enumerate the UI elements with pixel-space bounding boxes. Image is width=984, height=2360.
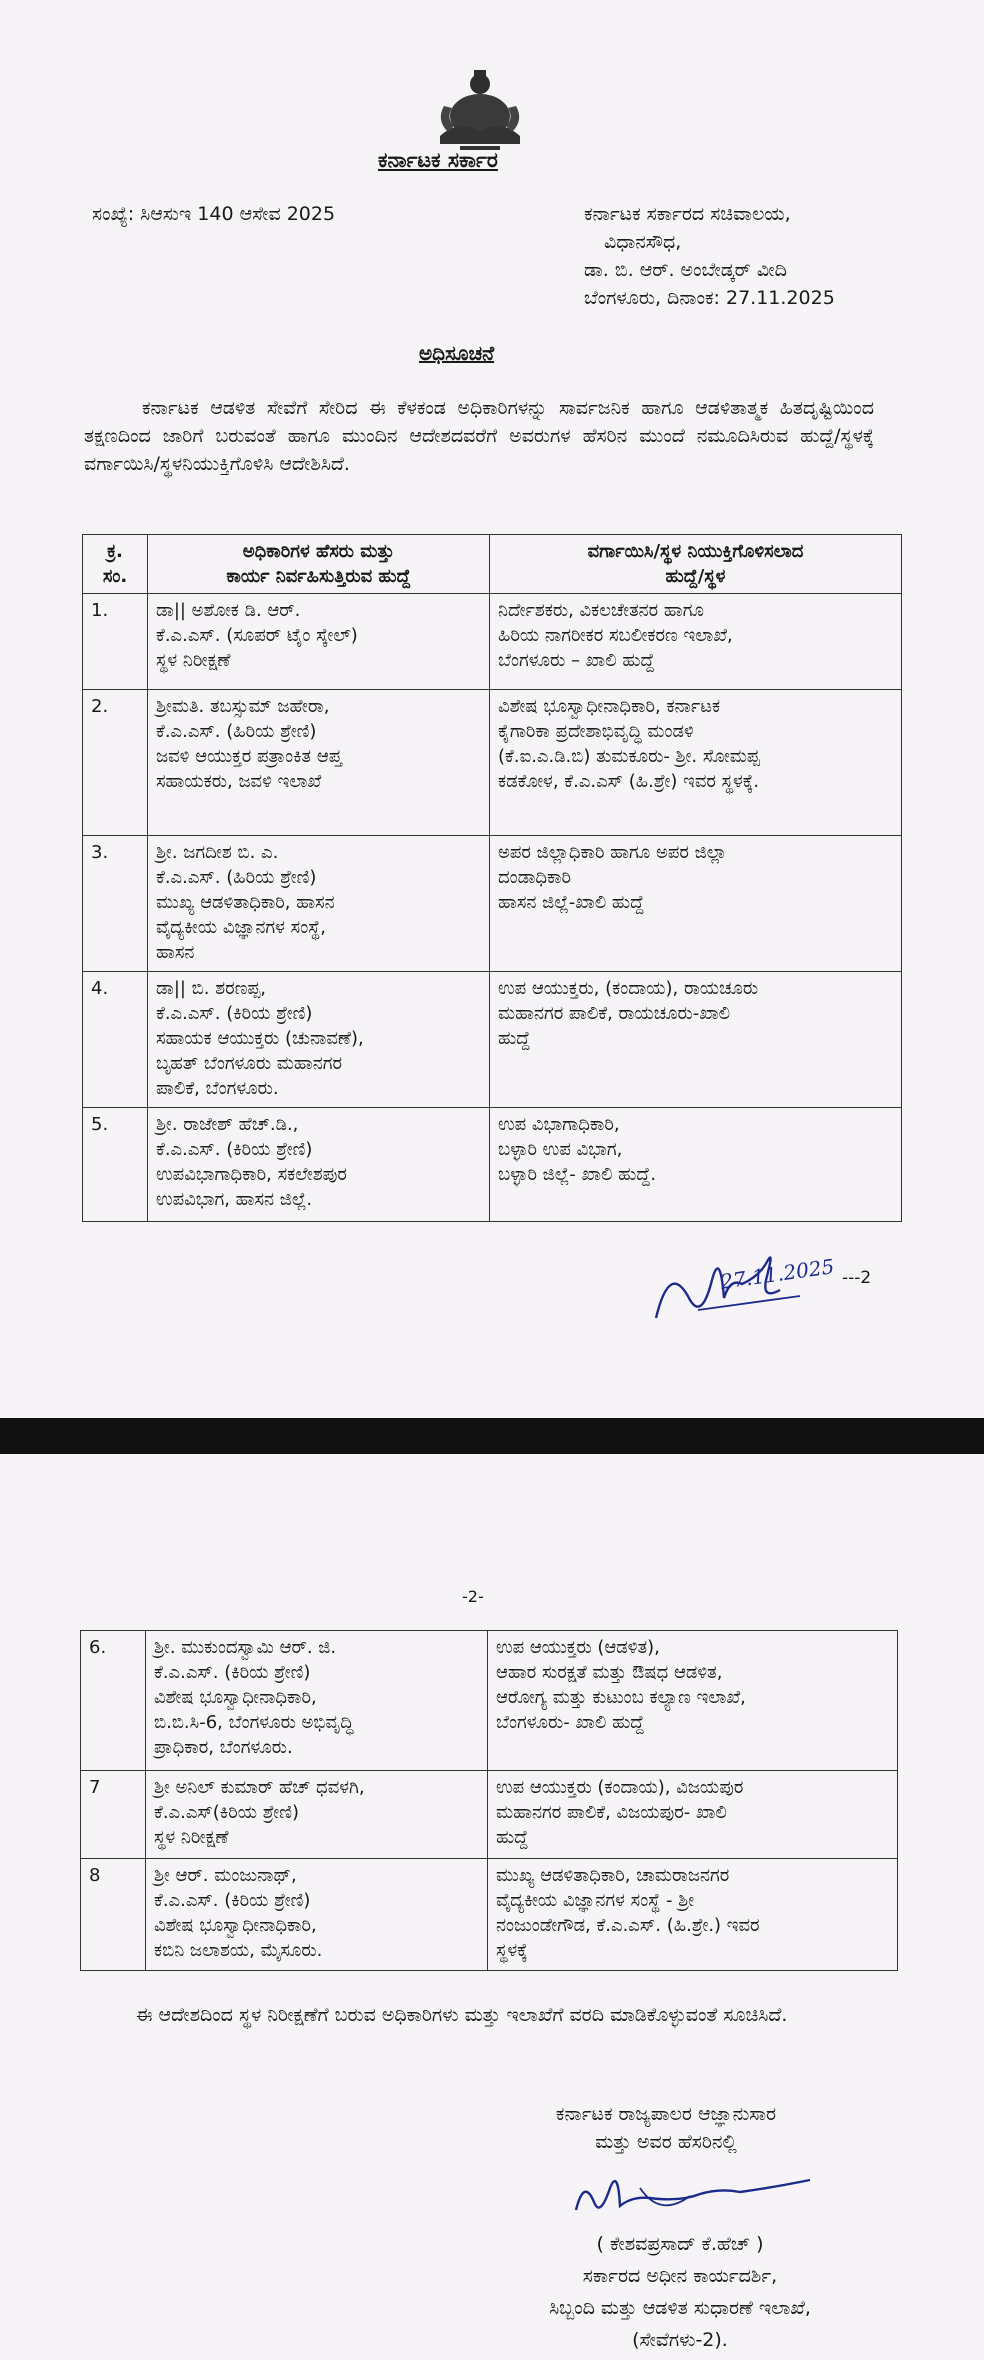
header-sl: ಕ್ರ. ಸಂ.	[83, 535, 148, 594]
order-by-block	[486, 2100, 846, 2156]
notification-heading: ಅಧಿಸೂಚನೆ	[419, 341, 495, 365]
closing-instruction: ಈ ಆದೇಶದಿಂದ ಸ್ಥಳ ನಿರೀಕ್ಷಣೆಗೆ ಬರುವ ಅಧಿಕಾರಿಗಳು ಮತ್ತು ಇಲಾಖೆಗೆ ವರದಿ ಮಾಡಿಕೊಳ್ಳುವಂತೆ ಸೂಚಿಸಿದೆ.	[136, 2004, 788, 2026]
officer-cell: ಶ್ರೀ. ರಾಜೇಶ್ ಹೆಚ್.ಡಿ., ಕೆ.ಎ.ಎಸ್. (ಕಿರಿಯ ಶ್ರೇಣಿ) ಉಪವಿಭಾಗಾಧಿಕಾರಿ, ಸಕಲೇಶಪುರ ಉಪವಿಭಾಗ, ಹಾಸನ ಜಿಲ್ಲೆ.	[148, 1108, 490, 1222]
officer-cell: ಶ್ರೀ. ಜಗದೀಶ ಬಿ. ಎ. ಕೆ.ಎ.ಎಸ್. (ಹಿರಿಯ ಶ್ರೇಣಿ) ಮುಖ್ಯ ಆಡಳಿತಾಧಿಕಾರಿ, ಹಾಸನ ವೈದ್ಯಕೀಯ ವಿಜ್ಞಾನಗಳ ಸಂಸ್ಥೆ, ಹಾಸನ	[148, 836, 490, 972]
officer-cell: ಶ್ರೀ. ಮುಕುಂದಸ್ವಾಮಿ ಆರ್. ಜಿ. ಕೆ.ಎ.ಎಸ್. (ಕಿರಿಯ ಶ್ರೇಣಿ) ವಿಶೇಷ ಭೂಸ್ವಾಧೀನಾಧಿಕಾರಿ, ಬಿ.ಬಿ.ಸಿ-6, ಬೆಂಗಳೂರು ಅಭಿವೃದ್ಧಿ ಪ್ರಾಧಿಕಾರ, ಬೆಂಗಳೂರು.	[146, 1631, 488, 1771]
page-break	[0, 1418, 984, 1454]
table-row	[81, 1771, 898, 1859]
row-number: 7	[81, 1771, 146, 1859]
signatory-name: ( ಕೇಶವಪ್ರಸಾದ್ ಕೆ.ಹೆಚ್ )	[596, 2233, 764, 2255]
officer-cell: ಶ್ರೀಮತಿ. ತಬಸ್ಸುಮ್ ಜಹೇರಾ, ಕೆ.ಎ.ಎಸ್. (ಹಿರಿಯ ಶ್ರೇಣಿ) ಜವಳಿ ಆಯುಕ್ತರ ಪತ್ರಾಂಕಿತ ಆಪ್ತ ಸಹಾಯಕರು, ಜವಳಿ ಇಲಾಖೆ	[148, 690, 490, 836]
officer-cell: ಡಾ|| ಬಿ. ಶರಣಪ್ಪ, ಕೆ.ಎ.ಎಸ್. (ಕಿರಿಯ ಶ್ರೇಣಿ) ಸಹಾಯಕ ಆಯುಕ್ತರು (ಚುನಾವಣೆ), ಬೃಹತ್ ಬೆಂಗಳೂರು ಮಹಾನಗರ ಪಾಲಿಕೆ, ಬೆಂಗಳೂರು.	[148, 972, 490, 1108]
row-number: 2.	[83, 690, 148, 836]
header-officer: ಅಧಿಕಾರಿಗಳ ಹೆಸರು ಮತ್ತು ಕಾರ್ಯ ನಿರ್ವಹಿಸುತ್ತಿರುವ ಹುದ್ದೆ	[148, 535, 490, 594]
page-continuation-marker: ---2	[842, 1268, 872, 1288]
posting-cell: ವಿಶೇಷ ಭೂಸ್ವಾಧೀನಾಧಿಕಾರಿ, ಕರ್ನಾಟಕ ಕೈಗಾರಿಕಾ ಪ್ರದೇಶಾಭಿವೃದ್ಧಿ ಮಂಡಳಿ (ಕೆ.ಐ.ಎ.ಡಿ.ಬಿ) ತುಮಕೂರು- ಶ್ರೀ. ಸೋಮಪ್ಪ ಕಡಕೋಳ, ಕೆ.ಎ.ಎಸ್ (ಹಿ.ಶ್ರೇ) ಇವರ ಸ್ಥಳಕ್ಕೆ.	[490, 690, 902, 836]
posting-cell: ಉಪ ಆಯುಕ್ತರು (ಕಂದಾಯ), ವಿಜಯಪುರ ಮಹಾನಗರ ಪಾಲಿಕೆ, ವಿಜಯಪುರ- ಖಾಲಿ ಹುದ್ದೆ	[488, 1771, 898, 1859]
karnataka-emblem	[430, 66, 530, 152]
transfer-table-continued	[80, 1630, 898, 1971]
signatory-department: ಸಿಬ್ಬಂದಿ ಮತ್ತು ಆಡಳಿತ ಸುಧಾರಣೆ ಇಲಾಖೆ,	[549, 2297, 811, 2319]
posting-cell: ಉಪ ಆಯುಕ್ತರು, (ಕಂದಾಯ), ರಾಯಚೂರು ಮಹಾನಗರ ಪಾಲಿಕೆ, ರಾಯಚೂರು-ಖಾಲಿ ಹುದ್ದೆ	[490, 972, 902, 1108]
table-row	[83, 1108, 902, 1222]
row-number: 5.	[83, 1108, 148, 1222]
posting-cell: ನಿರ್ದೇಶಕರು, ವಿಕಲಚೇತನರ ಹಾಗೂ ಹಿರಿಯ ನಾಗರೀಕರ ಸಬಲೀಕರಣ ಇಲಾಖೆ, ಬೆಂಗಳೂರು – ಖಾಲಿ ಹುದ್ದೆ	[490, 594, 902, 690]
page-number: -2-	[462, 1587, 484, 1606]
address-line: ಬೆಂಗಳೂರು, ದಿನಾಂಕ: 27.11.2025	[584, 287, 835, 309]
signatory-section: (ಸೇವೆಗಳು-2).	[632, 2329, 728, 2351]
table-row	[81, 1631, 898, 1771]
row-number: 4.	[83, 972, 148, 1108]
office-address	[584, 200, 835, 312]
officer-cell: ಡಾ|| ಅಶೋಕ ಡಿ. ಆರ್. ಕೆ.ಎ.ಎಸ್. (ಸೂಪರ್ ಟೈಂ ಸ್ಕೇಲ್) ಸ್ಥಳ ನಿರೀಕ್ಷಣೆ	[148, 594, 490, 690]
notification-intro: ಕರ್ನಾಟಕ ಆಡಳಿತ ಸೇವೆಗೆ ಸೇರಿದ ಈ ಕೆಳಕಂಡ ಅಧಿಕಾರಿಗಳನ್ನು ಸಾರ್ವಜನಿಕ ಹಾಗೂ ಆಡಳಿತಾತ್ಮಕ ಹಿತದೃಷ್ಟಿಯಿಂದ ತಕ್ಷಣದಿಂದ ಜಾರಿಗೆ ಬರುವಂತೆ ಹಾಗೂ ಮುಂದಿನ ಆದೇಶದವರೆಗೆ ಅವರುಗಳ ಹೆಸರಿನ ಮುಂದೆ ನಮೂದಿಸಿರುವ ಹುದ್ದೆ/ಸ್ಥಳಕ್ಕೆ ವರ್ಗಾಯಿಸಿ/ಸ್ಥಳನಿಯುಕ್ತಿಗೊಳಿಸಿ ಆದೇಶಿಸಿದೆ.	[84, 397, 874, 475]
signature	[570, 2158, 820, 2228]
address-line: ವಿಧಾನಸೌಧ,	[604, 231, 682, 253]
posting-cell: ಅಪರ ಜಿಲ್ಲಾಧಿಕಾರಿ ಹಾಗೂ ಅಪರ ಜಿಲ್ಲಾ ದಂಡಾಧಿಕಾರಿ ಹಾಸನ ಜಿಲ್ಲೆ-ಖಾಲಿ ಹುದ್ದೆ	[490, 836, 902, 972]
header-posting: ವರ್ಗಾಯಿಸಿ/ಸ್ಥಳ ನಿಯುಕ್ತಿಗೊಳಿಸಲಾದ ಹುದ್ದೆ/ಸ್ಥಳ	[490, 535, 902, 594]
government-title: ಕರ್ನಾಟಕ ಸರ್ಕಾರ	[378, 148, 498, 172]
address-line: ಡಾ. ಬಿ. ಆರ್. ಅಂಬೇಡ್ಕರ್ ವೀದಿ	[584, 259, 787, 281]
transfer-table	[82, 534, 902, 1222]
posting-cell: ಉಪ ಆಯುಕ್ತರು (ಆಡಳಿತ), ಆಹಾರ ಸುರಕ್ಷತೆ ಮತ್ತು ಔಷಧ ಆಡಳಿತ, ಆರೋಗ್ಯ ಮತ್ತು ಕುಟುಂಬ ಕಲ್ಯಾಣ ಇಲಾಖೆ, ಬೆಂಗಳೂರು- ಖಾಲಿ ಹುದ್ದೆ	[488, 1631, 898, 1771]
posting-cell: ಉಪ ವಿಭಾಗಾಧಿಕಾರಿ, ಬಳ್ಳಾರಿ ಉಪ ವಿಭಾಗ, ಬಳ್ಳಾರಿ ಜಿಲ್ಲೆ- ಖಾಲಿ ಹುದ್ದೆ.	[490, 1108, 902, 1222]
posting-cell: ಮುಖ್ಯ ಆಡಳಿತಾಧಿಕಾರಿ, ಚಾಮರಾಜನಗರ ವೈದ್ಯಕೀಯ ವಿಜ್ಞಾನಗಳ ಸಂಸ್ಥೆ - ಶ್ರೀ ನಂಜುಂಡೇಗೌಡ, ಕೆ.ಎ.ಎಸ್. (ಹಿ.ಶ್ರೇ.) ಇವರ ಸ್ಥಳಕ್ಕೆ	[488, 1859, 898, 1971]
table-row	[83, 690, 902, 836]
row-number: 6.	[81, 1631, 146, 1771]
address-line: ಕರ್ನಾಟಕ ಸರ್ಕಾರದ ಸಚಿವಾಲಯ,	[584, 203, 791, 225]
officer-cell: ಶ್ರೀ ಅನಿಲ್ ಕುಮಾರ್ ಹೆಚ್ ಧವಳಗಿ, ಕೆ.ಎ.ಎಸ್(ಕಿರಿಯ ಶ್ರೇಣಿ) ಸ್ಥಳ ನಿರೀಕ್ಷಣೆ	[146, 1771, 488, 1859]
table-row	[83, 594, 902, 690]
table-header-row	[83, 535, 902, 594]
order-by-line: ಕರ್ನಾಟಕ ರಾಜ್ಯಪಾಲರ ಆಜ್ಞಾನುಸಾರ	[555, 2103, 777, 2125]
row-number: 3.	[83, 836, 148, 972]
table-row	[83, 972, 902, 1108]
order-by-line: ಮತ್ತು ಅವರ ಹೆಸರಿನಲ್ಲಿ	[595, 2131, 737, 2153]
reference-number: ಸಂಖ್ಯೆ: ಸಿಆಸುಇ 140 ಆಸೇವ 2025	[92, 203, 336, 225]
signatory-designation: ಸರ್ಕಾರದ ಅಧೀನ ಕಾರ್ಯದರ್ಶಿ,	[582, 2265, 778, 2287]
signatory-block	[440, 2228, 920, 2356]
row-number: 8	[81, 1859, 146, 1971]
table-row	[83, 836, 902, 972]
table-row	[81, 1859, 898, 1971]
row-number: 1.	[83, 594, 148, 690]
officer-cell: ಶ್ರೀ ಆರ್. ಮಂಜುನಾಥ್, ಕೆ.ಎ.ಎಸ್. (ಕಿರಿಯ ಶ್ರೇಣಿ) ವಿಶೇಷ ಭೂಸ್ವಾಧೀನಾಧಿಕಾರಿ, ಕಬಿನಿ ಜಲಾಶಯ, ಮೈಸೂರು.	[146, 1859, 488, 1971]
signature-date: 27.11.2025	[718, 1254, 836, 1294]
